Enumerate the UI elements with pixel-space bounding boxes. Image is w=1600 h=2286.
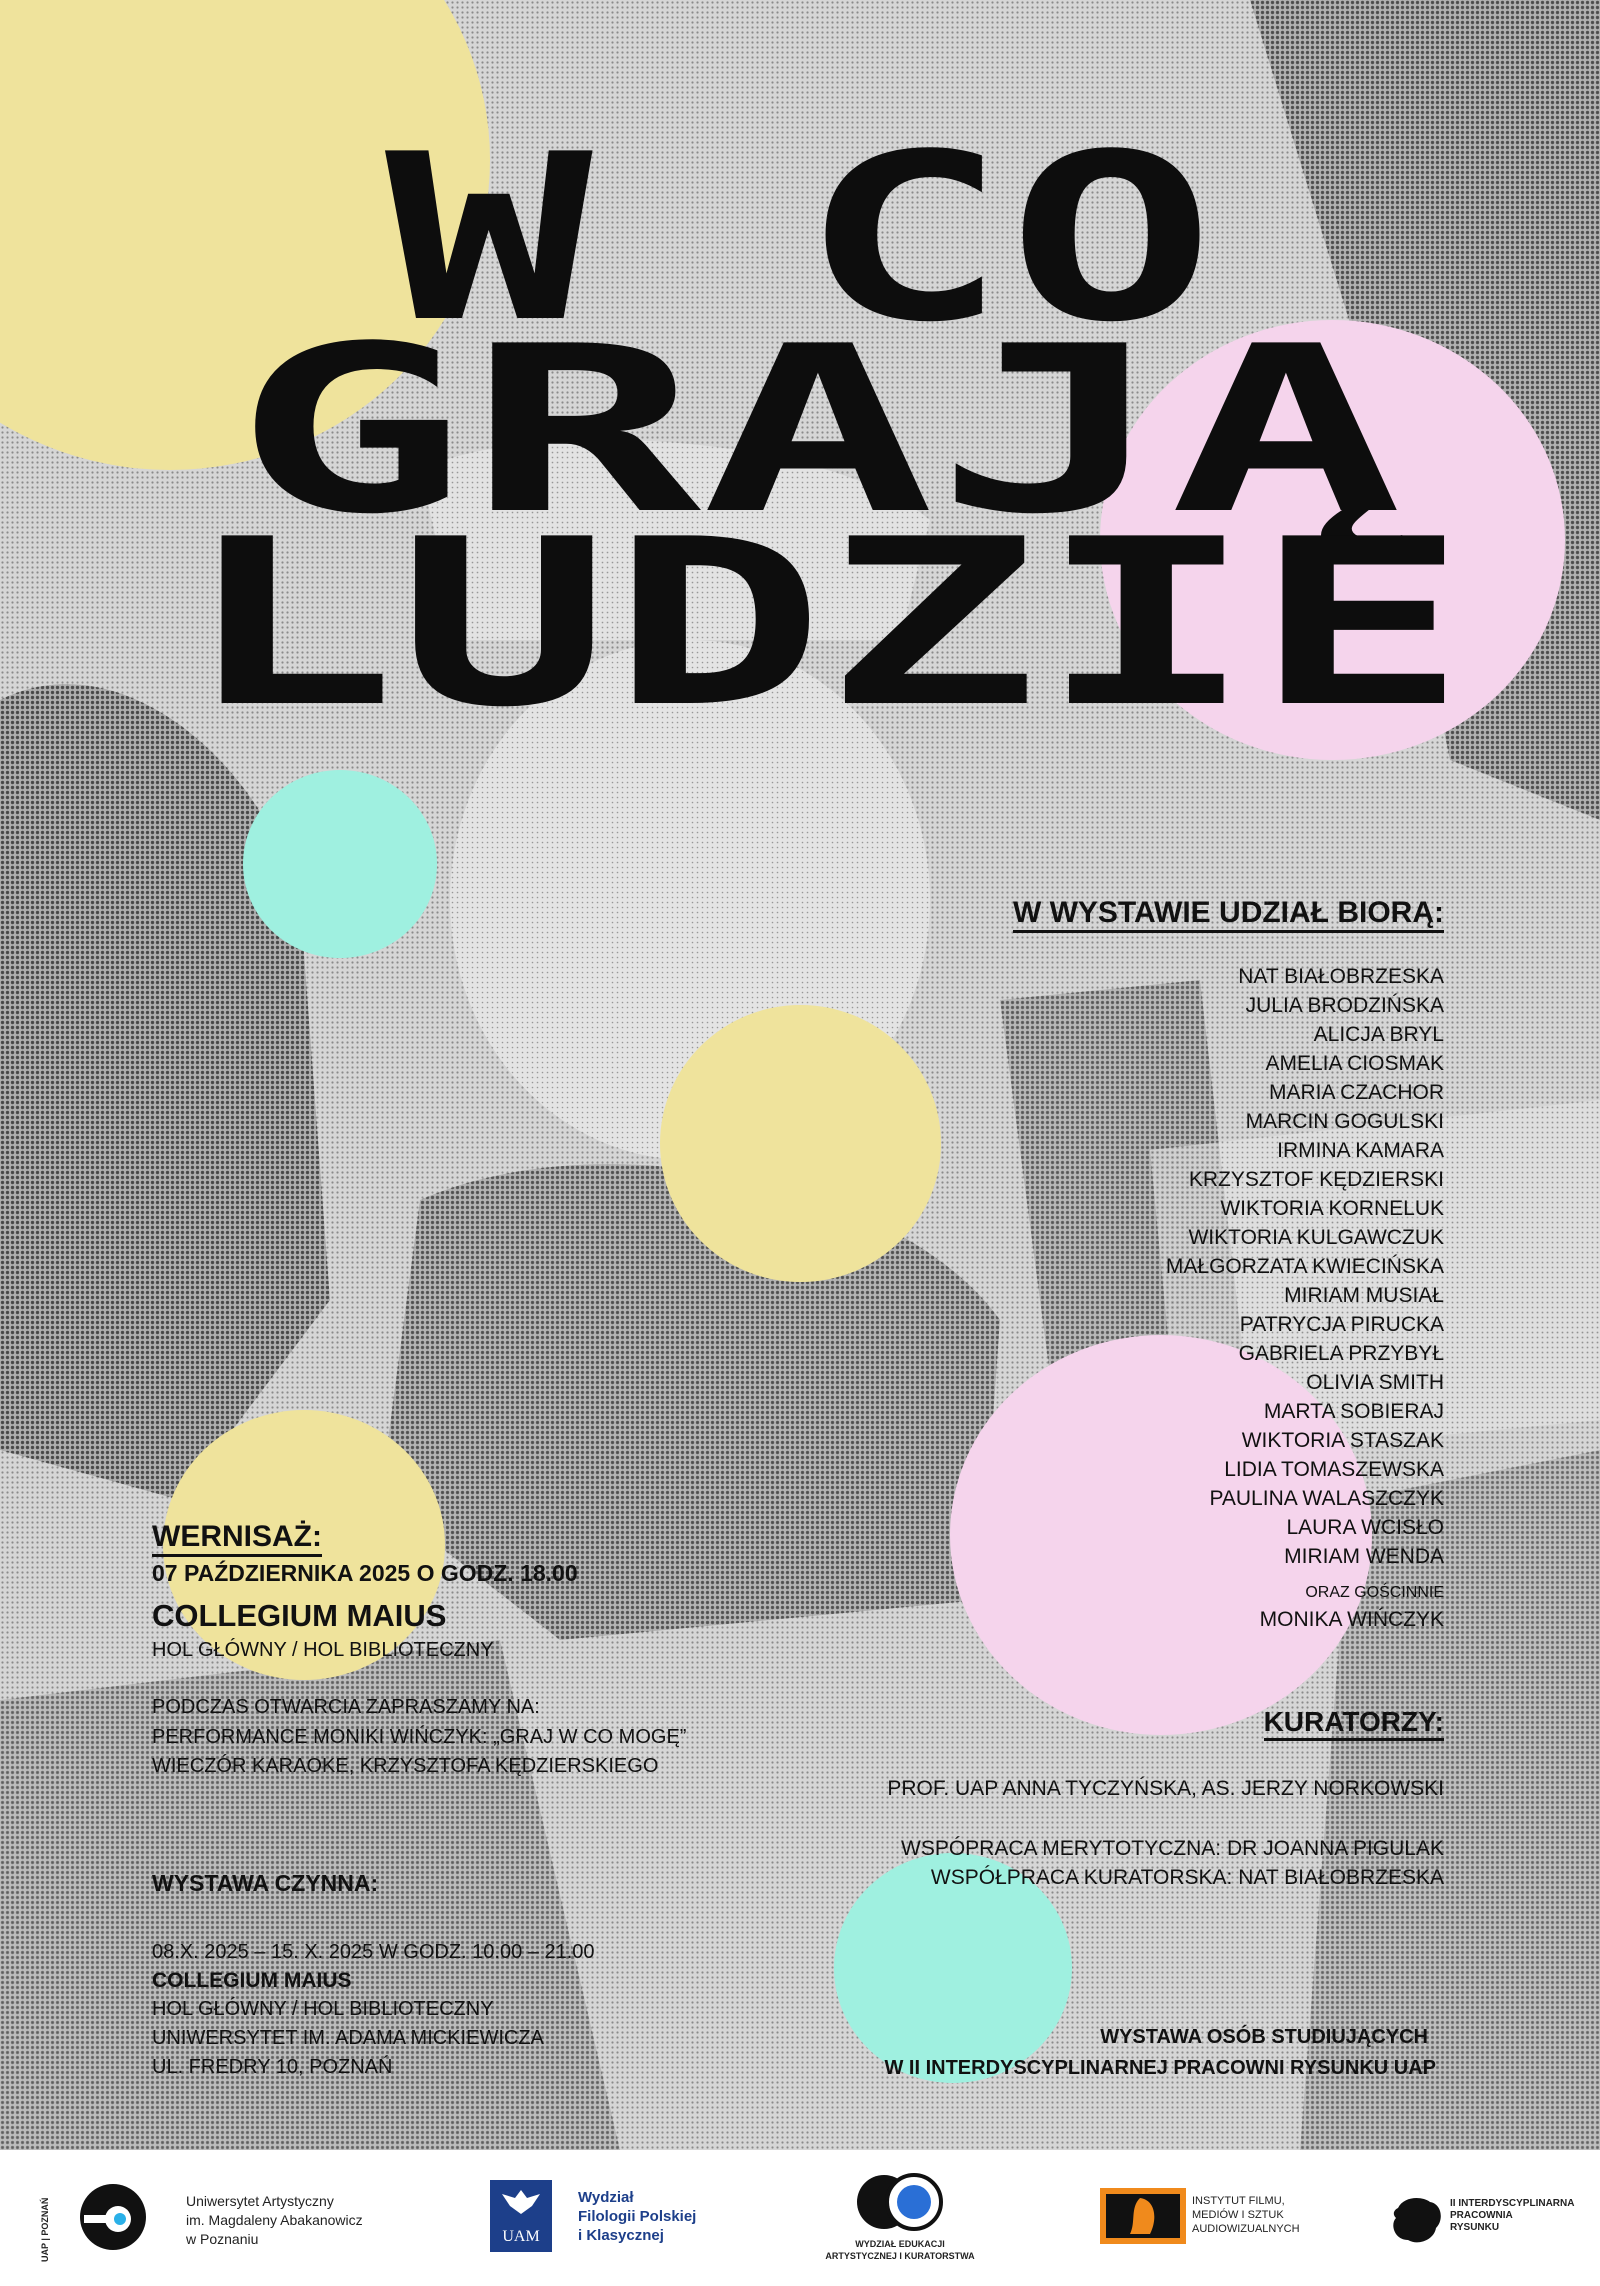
uam-logo [490, 2180, 552, 2252]
merit-cooperation: WSPÓPRACA MERYTOTYCZNA: DR JOANNA PIGULAK [901, 1837, 1444, 1860]
participant-name: MARCIN GOGULSKI [1245, 1110, 1444, 1133]
title-line-1: W CO [385, 106, 1215, 373]
vernissage-event-karaoke: WIECZÓR KARAOKE, KRZYSZTOFA KĘDZIERSKIEGO [152, 1755, 659, 1777]
ifm-name-line: AUDIOWIZUALNYCH [1192, 2223, 1300, 2235]
vernissage-event-performance: PERFORMANCE MONIKI WIŃCZYK: „GRAJ W CO MOGĘ” [152, 1726, 687, 1748]
ifm-name-line: MEDIÓW I SZTUK [1192, 2209, 1284, 2221]
participant-name: NAT BIAŁOBRZESKA [1238, 965, 1444, 988]
participant-name: WIKTORIA KORNELUK [1220, 1197, 1444, 1220]
vernissage-venue: COLLEGIUM MAIUS [152, 1598, 447, 1633]
participant-name: MARIA CZACHOR [1268, 1081, 1444, 1104]
participant-name: MARTA SOBIERAJ [1263, 1400, 1444, 1423]
participant-name: MIRIAM WENDA [1284, 1545, 1444, 1568]
uam-logo-text: UAM [502, 2228, 540, 2245]
curators-names: PROF. UAP ANNA TYCZYŃSKA, AS. JERZY NORKOWSKI [887, 1777, 1444, 1800]
uap-name-line: w Poznaniu [186, 2231, 259, 2247]
wfpk-name [578, 2188, 696, 2245]
exhibition-university: UNIWERSYTET IM. ADAMA MICKIEWICZA [152, 2027, 544, 2049]
vernissage-invite: PODCZAS OTWARCIA ZAPRASZAMY NA: [152, 1696, 540, 1718]
vernissage-hall: HOL GŁÓWNY / HOL BIBLIOTECZNY [152, 1639, 494, 1661]
participant-name: MAŁGORZATA KWIECIŃSKA [1165, 1255, 1444, 1278]
footer-logos [0, 2150, 1600, 2286]
ipr-name [1450, 2198, 1574, 2234]
title-line-3: LUDZIE [182, 491, 1468, 758]
vernissage-heading-wrap [152, 1522, 322, 1557]
title-line-2: GRAJĄ [233, 298, 1404, 565]
participant-name: PAULINA WALASZCZYK [1209, 1487, 1444, 1510]
studio-note-line-2: W II INTERDYSCYPLINARNEJ PRACOWNI RYSUNKU UAP [884, 2057, 1436, 2079]
ipr-name-line: RYSUNKU [1450, 2222, 1500, 2233]
participant-name: KRZYSZTOF KĘDZIERSKI [1188, 1168, 1444, 1191]
weaik-name-line: ARTYSTYCZNEJ I KURATORSTWA [825, 2251, 975, 2261]
participant-name: LIDIA TOMASZEWSKA [1224, 1458, 1444, 1481]
exhibition-address: UL. FREDRY 10, POZNAŃ [152, 2056, 393, 2078]
wfpk-name-line: Wydział [578, 2189, 634, 2206]
participant-name: IRMINA KAMARA [1277, 1139, 1444, 1162]
participant-name: WIKTORIA KULGAWCZUK [1188, 1226, 1444, 1249]
participant-name: MIRIAM MUSIAŁ [1284, 1284, 1444, 1307]
uap-name-line: im. Magdaleny Abakanowicz [186, 2212, 363, 2228]
exhibition-title [0, 0, 1600, 760]
participant-name: PATRYCJA PIRUCKA [1239, 1313, 1444, 1336]
exhibition-heading: WYSTAWA CZYNNA: [152, 1870, 379, 1896]
guest-label: ORAZ GOŚCINNIE [1305, 1584, 1444, 1601]
guest-name: MONIKA WIŃCZYK [1259, 1608, 1444, 1631]
yellow-circle-center [660, 1005, 941, 1282]
weaik-name [800, 2238, 1000, 2262]
participant-name: AMELIA CIOSMAK [1265, 1052, 1444, 1075]
ink-blot-icon [1388, 2194, 1444, 2246]
uap-logo-icon [78, 2182, 148, 2252]
ifm-name [1192, 2194, 1300, 2236]
uap-side-label: UAP | POZNAŃ [40, 2197, 50, 2262]
participant-name: JULIA BRODZIŃSKA [1245, 994, 1444, 1017]
eagle-icon [490, 2184, 552, 2224]
studio-note-line-1: WYSTAWA OSÓB STUDIUJĄCYCH [1100, 2026, 1428, 2048]
participant-name: ALICJA BRYL [1313, 1023, 1444, 1046]
ifm-logo [1100, 2188, 1186, 2244]
uap-name [186, 2192, 363, 2249]
participant-name: LAURA WCISŁO [1286, 1516, 1444, 1539]
participant-name: WIKTORIA STASZAK [1241, 1429, 1444, 1452]
participants-heading: W WYSTAWIE UDZIAŁ BIORĄ: [1013, 898, 1444, 933]
vernissage-date: 07 PAŹDZIERNIKA 2025 O GODZ. 18.00 [152, 1560, 578, 1586]
participant-name: GABRIELA PRZYBYŁ [1238, 1342, 1444, 1365]
ifm-name-line: INSTYTUT FILMU, [1192, 2195, 1285, 2207]
exhibition-dates: 08.X. 2025 – 15. X. 2025 W GODZ. 10.00 – 21.00 [152, 1941, 595, 1963]
exhibition-venue: COLLEGIUM MAIUS [152, 1969, 352, 1992]
weaik-name-line: WYDZIAŁ EDUKACJI [855, 2239, 945, 2249]
participants-list [1024, 962, 1444, 1634]
curators-heading-wrap [1264, 1708, 1444, 1741]
ipr-name-line: PRACOWNIA [1450, 2210, 1513, 2221]
participant-name: OLIVIA SMITH [1306, 1371, 1444, 1394]
wfpk-name-line: i Klasycznej [578, 2227, 664, 2244]
curatorial-cooperation: WSPÓŁPRACA KURATORSKA: NAT BIAŁOBRZESKA [930, 1866, 1444, 1889]
weaik-logo-icon [850, 2172, 950, 2232]
mint-circle-small [243, 770, 437, 958]
curators-heading: KURATORZY: [1264, 1708, 1444, 1741]
exhibition-hall: HOL GŁÓWNY / HOL BIBLIOTECZNY [152, 1998, 494, 2020]
wfpk-name-line: Filologii Polskiej [578, 2208, 697, 2225]
ipr-name-line: II INTERDYSCYPLINARNA [1450, 2198, 1575, 2209]
participants-heading-wrap [1013, 898, 1444, 933]
uap-name-line: Uniwersytet Artystyczny [186, 2193, 334, 2209]
film-face-icon [1100, 2188, 1186, 2244]
vernissage-heading: WERNISAŻ: [152, 1522, 322, 1557]
